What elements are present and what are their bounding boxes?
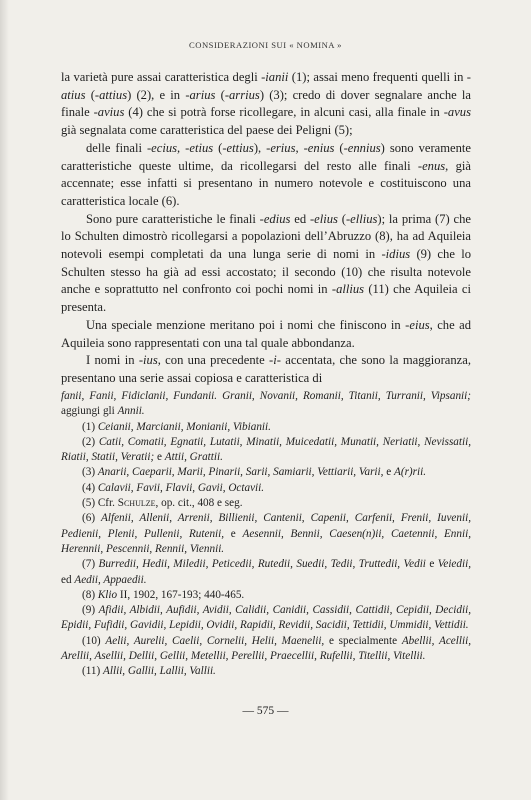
text-run: Sono pure caratteristiche le finali xyxy=(86,211,260,226)
text-run: , con una precedente xyxy=(157,353,270,368)
text-run: ( xyxy=(85,87,95,102)
text-run: e xyxy=(224,527,243,540)
paragraph-1 xyxy=(61,69,471,140)
text-run: II, 1902, 167-193; 440-465. xyxy=(117,588,245,601)
footnote-11 xyxy=(61,664,471,679)
text-run: già segnalata come caratteristica del paese dei Peligni (5); xyxy=(61,123,353,138)
text-run: ) sono veramente caratteristiche queste ultime, da ricollegarsi del resto alle finali xyxy=(61,140,472,173)
footnote-7 xyxy=(61,557,471,588)
footnote-continuation xyxy=(61,389,471,420)
footnote-number: (7) xyxy=(82,558,99,571)
italic-run: -avius xyxy=(93,105,125,120)
footnote-10 xyxy=(61,634,471,665)
footnotes xyxy=(61,389,471,680)
main-text xyxy=(61,69,471,388)
text-run: ) (3); credo di dover segnalare anche la finale xyxy=(61,87,472,120)
text-run: ) (2), e in xyxy=(127,87,186,102)
text-run: , op. cit., 408 e seg. xyxy=(155,497,243,510)
italic-run: -atius xyxy=(61,70,471,102)
italic-run: Klio xyxy=(97,588,118,601)
text-run: (4) che si potrà forse ricollegare, in alcuni casi, alla finale in xyxy=(124,105,444,120)
footnote-number: (11) xyxy=(82,665,104,678)
text-run: ); la prima (7) che lo Schulten dimostrò ricollegarsi a popolazioni dell’Abruzzo (8), ha ad Aquileia notevoli esempi completati da una lunga serie di nomi in xyxy=(61,211,471,262)
italic-run: -edius xyxy=(259,211,291,226)
text-run: e xyxy=(383,466,395,479)
paragraph-3 xyxy=(61,211,471,317)
footnote-number: (2) xyxy=(82,435,99,448)
footnote-9 xyxy=(61,603,471,634)
italic-run: Ceianii, Marcianii, Monianii, Vibianii. xyxy=(97,420,271,433)
text-run: (1); assai meno frequenti quelli in xyxy=(288,70,467,84)
italic-run: -ellius xyxy=(345,211,378,226)
text-run: la varietà pure assai caratteristica degli xyxy=(61,70,262,84)
text-run: , già accennate; esse infatti si presentano in numero notevole e costituiscono una caratteristica locale (6). xyxy=(61,158,471,208)
page-number: — 575 — xyxy=(242,705,289,717)
footnote-6 xyxy=(61,511,471,557)
italic-run: Attii, Grattii. xyxy=(164,451,223,464)
italic-run: -elius xyxy=(309,211,338,226)
page-left-edge-shadow xyxy=(0,0,9,800)
italic-run: -ennius xyxy=(343,140,381,155)
footnote-number: (3) xyxy=(82,466,98,479)
footnote-5 xyxy=(61,496,471,511)
italic-run: Veiedii, xyxy=(437,558,472,571)
italic-run: -idius xyxy=(381,247,411,262)
text-run: ed xyxy=(61,573,75,586)
italic-run: Abellii, Acellii, Arellii, Asellii, Dellii, Gellii, Metellii, Perellii, Praecellii, Rufellii, Titellii, Vitellii. xyxy=(61,634,471,663)
text-run: ( xyxy=(334,140,344,155)
text-run: aggiungi gli xyxy=(61,405,118,418)
italic-run: -eius xyxy=(405,317,430,332)
italic-run: Anarii, Caeparii, Marii, Pinarii, Sarii, Samiarii, Vettiarii, Varii, xyxy=(97,466,384,479)
text-run: (9) che lo Schulten stesso ha già ad essi accostato; il secondo (10) che risulta notevole anche e soprattutto nel confronto coi pochi nomi in xyxy=(61,247,472,297)
footnote-number: (10) xyxy=(82,634,106,647)
footnote-number: (1) xyxy=(82,420,98,433)
text-run: delle finali xyxy=(86,140,147,155)
footnote-number: (9) xyxy=(82,604,99,617)
footnote-number: (6) xyxy=(82,512,102,525)
italic-run: A(r)rii. xyxy=(394,466,427,479)
footnote-4 xyxy=(61,481,471,496)
italic-run: fanii, Fanii, Fidiclanii, Fundanii. Granii, Novanii, Romanii, Titanii, Turranii, Vipsanii; xyxy=(61,390,471,402)
italic-run: -ius xyxy=(138,353,158,368)
text-run: e specialmente xyxy=(324,634,402,647)
text-run: e xyxy=(154,451,165,464)
footnote-1 xyxy=(61,420,471,435)
italic-run: -enus xyxy=(417,158,446,173)
text-run: ( xyxy=(337,211,346,226)
text-run: ( xyxy=(215,87,225,102)
paragraph-4 xyxy=(61,317,471,352)
italic-run: -ecius, -etius xyxy=(146,140,214,155)
italic-run: -ianii xyxy=(261,70,289,84)
text-run: Una speciale menzione meritano poi i nomi che finiscono in xyxy=(86,317,406,332)
italic-run: Calavii, Favii, Flavii, Gavii, Octavii. xyxy=(97,481,265,494)
paragraph-5 xyxy=(61,352,471,387)
footnote-3 xyxy=(61,465,471,480)
italic-run: -ettius xyxy=(222,140,254,155)
paragraph-2 xyxy=(61,140,471,211)
footnote-number: (4) xyxy=(82,481,98,494)
italic-run: -erius, -enius xyxy=(266,140,335,155)
italic-run: Allii, Gallii, Lallii, Vallii. xyxy=(103,665,216,678)
author-name: Schulze xyxy=(117,497,156,510)
italic-run: Aelii, Aurelii, Caelii, Cornelii, Helii, Maenelii, xyxy=(105,634,325,647)
italic-run: Aesennii, Bennii, Caesen(n)ii, Caetennii, Ennii, Herennii, Pescennii, Rennii, Viennii. xyxy=(61,527,471,555)
italic-run: Annii. xyxy=(117,405,145,418)
running-header: CONSIDERAZIONI SUI « NOMINA » xyxy=(189,40,342,50)
text-run: (11) che Aquileia ci presenta. xyxy=(61,282,471,315)
footnote-number: (8) xyxy=(82,588,98,601)
italic-run: -avus xyxy=(443,105,471,120)
text-run: , che ad Aquileia sono rappresentati con una tal quale abbondanza. xyxy=(61,317,472,350)
italic-run: -arrius xyxy=(224,87,260,102)
italic-run: -arius xyxy=(185,87,216,102)
italic-run: -allius xyxy=(331,282,365,297)
text-run: ), xyxy=(253,140,267,155)
text-run: ed xyxy=(290,211,310,226)
text-run: ( xyxy=(213,140,223,155)
text-run: e xyxy=(425,558,438,571)
italic-run: -attius xyxy=(94,87,128,102)
text-run: Cfr. xyxy=(97,497,118,510)
italic-run: Alfenii, Allenii, Arrenii, Billienii, Cantenii, Capenii, Carfenii, Frenii, Iuvenii, Pedienii, Plenii, Pullenii, Rutenii, xyxy=(61,512,471,540)
italic-run: Aedii, Appaedii. xyxy=(74,573,147,586)
footnote-2 xyxy=(61,435,471,466)
italic-run: Burredii, Hedii, Miledii, Peticedii, Rutedii, Suedii, Tedii, Truttedii, Vedii xyxy=(98,558,426,571)
italic-run: -i- xyxy=(269,353,281,368)
text-run: accentata, che sono la maggioranza, presentano una serie assai copiosa e caratteristica di xyxy=(61,353,472,385)
footnote-8 xyxy=(61,588,471,603)
footnote-number: (5) xyxy=(82,497,98,510)
italic-run: Catii, Comatii, Egnatii, Lutatii, Minatii, Muicedatii, Munatii, Neriatii, Nevissatii, Riatii, Statii, Veratii; xyxy=(61,435,472,464)
italic-run: Afidii, Albidii, Aufidii, Avidii, Calidii, Canidii, Cassidii, Cattidii, Cepidii, Decidii, Epidii, Fufidii, Gavidii, Lepidii, Ovidii, Rapidii, Revidii, Sacidii, Tettidii, Ummidii, Vettidii. xyxy=(61,604,471,632)
text-run: I nomi in xyxy=(86,353,139,368)
